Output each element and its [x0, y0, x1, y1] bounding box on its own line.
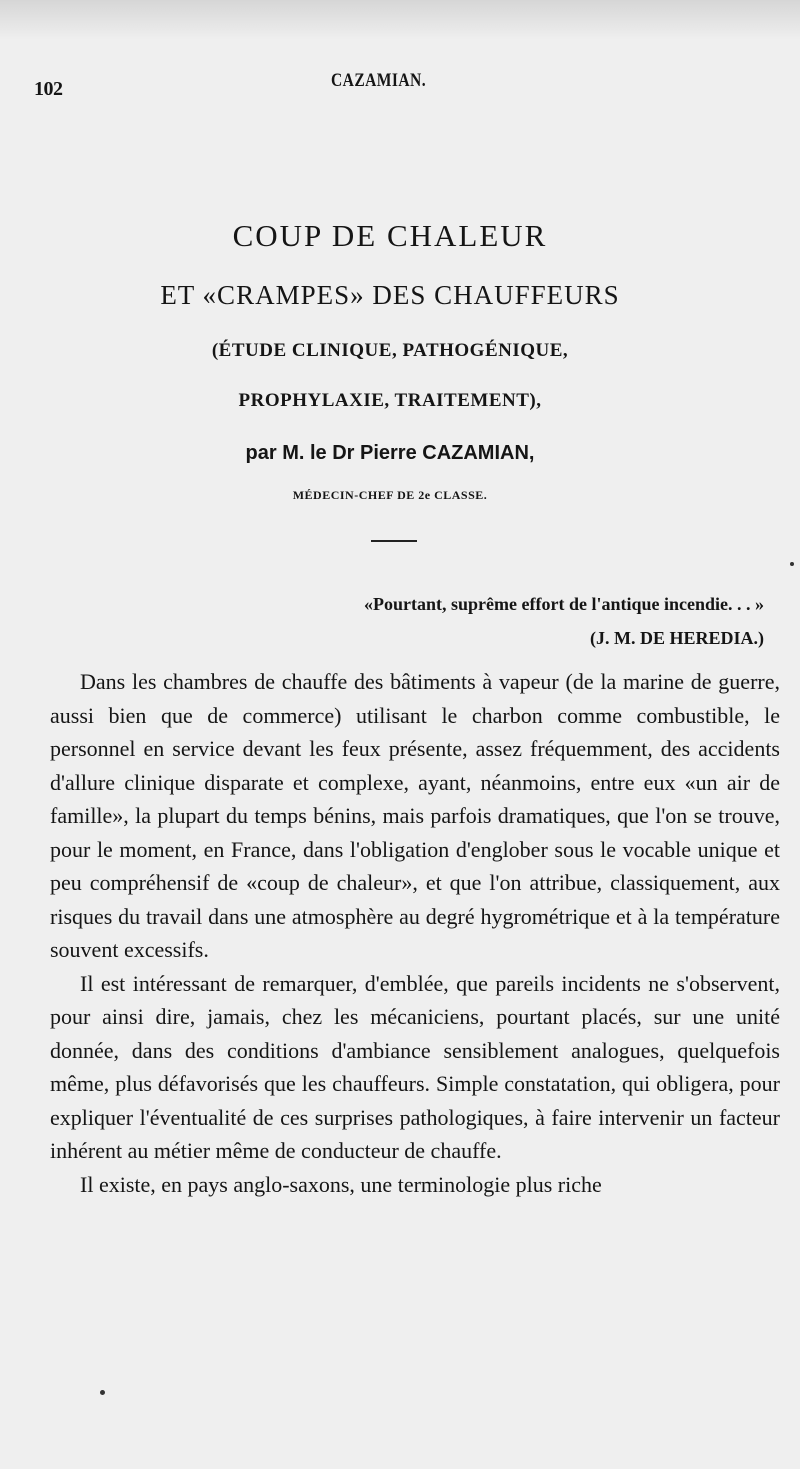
author-byline: par M. le Dr Pierre CAZAMIAN,	[245, 442, 535, 464]
article-title-line-1: COUP DE CHALEUR	[232, 218, 548, 253]
paragraph-1: Dans les chambres de chauffe des bâtiments à vapeur (de la marine de guerre, aussi bien que de commerce) utilisant le charbon comme combustible, le personnel en service devant les feux présente, assez fréquemment, des accidents d'allure clinique disparate et complexe, ayant, néanmoins, entre eux «un air de famille», la plupart du temps bénins, mais parfois dramatiques, que l'on se trouve, pour le moment, en France, dans l'obligation d'englober sous le vocable unique et peu compréhensif de «coup de chaleur», et que l'on attribue, classiquement, aux risques du travail dans une atmosphère au degré hygrométrique et à la température souvent excessifs.	[50, 669, 780, 962]
body-text	[50, 665, 780, 1201]
paragraph-3: Il existe, en pays anglo-saxons, une terminologie plus riche	[80, 1171, 602, 1197]
running-head: CAZAMIAN.	[331, 70, 427, 91]
ink-speck	[790, 562, 794, 566]
author-rank: MÉDECIN-CHEF DE 2e CLASSE.	[292, 488, 488, 502]
article-subtitle-line-1: (ÉTUDE CLINIQUE, PATHOGÉNIQUE,	[211, 340, 569, 361]
epigraph	[364, 587, 764, 655]
paragraph-2: Il est intéressant de remarquer, d'emblée, que pareils incidents ne s'observent, pour ainsi dire, jamais, chez les mécaniciens, pourtant placés, sur une unité donnée, dans des conditions d'ambiance sensiblement analogues, quelquefois même, plus défavorisés que les chauffeurs. Simple constatation, qui obligera, pour expliquer l'éventualité de ces surprises pathologiques, à faire intervenir un facteur inhérent au métier même de conducteur de chauffe.	[50, 970, 780, 1163]
epigraph-attribution: (J. M. DE HEREDIA.)	[590, 628, 764, 648]
epigraph-quote: «Pourtant, suprême effort de l'antique incendie. . . »	[364, 594, 764, 614]
article-title-line-2: ET «CRAMPES» DES CHAUFFEURS	[160, 280, 620, 310]
scan-shadow	[0, 0, 800, 40]
ink-speck	[100, 1390, 105, 1395]
page-number: 102	[34, 78, 63, 100]
article-subtitle-line-2: PROPHYLAXIE, TRAITEMENT),	[238, 390, 542, 411]
section-rule	[371, 540, 417, 542]
